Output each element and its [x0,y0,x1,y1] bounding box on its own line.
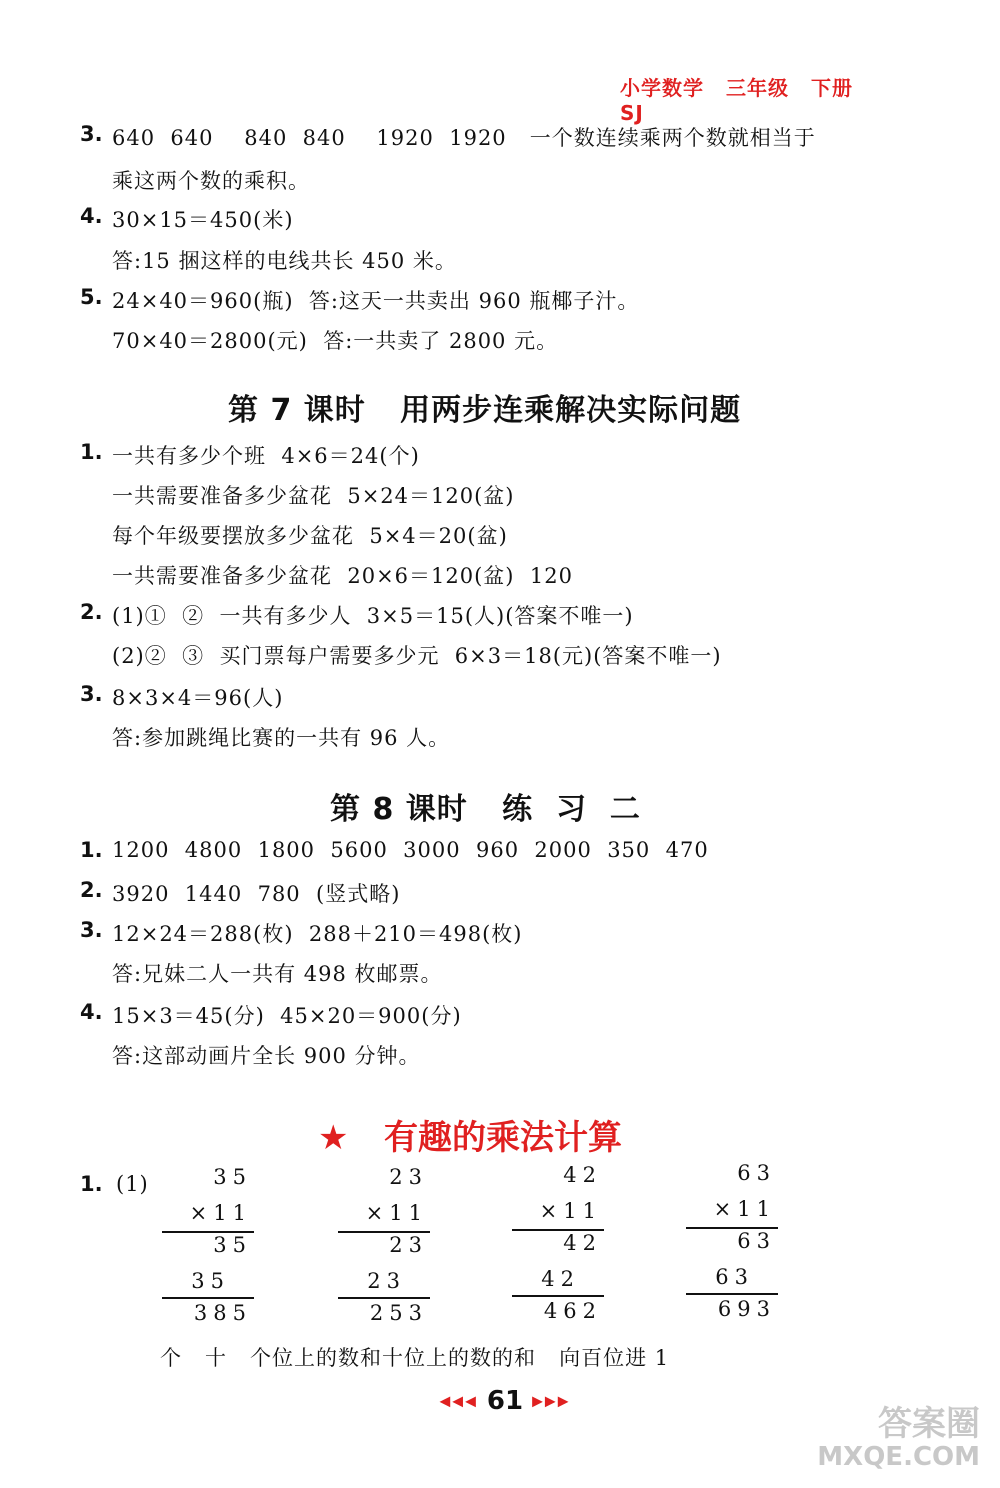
answer-line: 30×15＝450(米) [112,208,294,232]
page-footer [420,1386,590,1416]
left-arrows-icon: ◀◀◀ [439,1393,478,1410]
calc-multiplier: ×11 [365,1201,428,1225]
page-number: 61 [486,1386,524,1416]
calc-divider [686,1293,778,1295]
answer-line: 一共需要准备多少盆花 5×24＝120(盆) [112,484,515,508]
answer-line: 24×40＝960(瓶) 答:这天一共卖出 960 瓶椰子汁。 [112,289,640,313]
special-section-title [318,1110,622,1159]
watermark-logo: 答案圈 [878,1404,980,1445]
answer-line: 乘这两个数的乘积。 [112,169,310,193]
answer-line: 一共有多少个班 4×6＝24(个) [112,444,420,468]
calc-result: 385 [193,1301,252,1325]
calc-conclusion: 个 十 个位上的数和十位上的数的和 向百位进 1 [160,1346,670,1370]
answer-line: 8×3×4＝96(人) [112,686,284,710]
calc-multiplicand: 23 [389,1165,428,1189]
calc-multiplier: ×11 [189,1201,252,1225]
item-number: 4. [80,204,103,228]
item-number: 3. [80,682,103,706]
item-number: 3. [80,122,103,146]
item-number: 4. [80,1000,103,1024]
calc-multiplicand: 63 [737,1161,776,1185]
watermark-url: MXQE.COM [817,1442,980,1473]
vertical-calc-2 [298,1165,428,1335]
page-header [620,72,920,125]
calc-result: 253 [369,1301,428,1325]
section-7-title: 第 7 课时 用两步连乘解决实际问题 [228,393,742,428]
calc-divider [162,1297,254,1299]
header-subject: 小学数学 [620,76,704,100]
item-number: 1. [80,1172,103,1196]
answer-line: 70×40＝2800(元) 答:一共卖了 2800 元。 [112,329,559,353]
vertical-calc-3 [472,1163,602,1333]
answer-line: (2)② ③ 买门票每户需要多少元 6×3＝18(元)(答案不唯一) [112,644,722,668]
star-icon: ★ [318,1118,349,1158]
right-arrows-icon: ▶▶▶ [532,1393,571,1410]
answer-line: 每个年级要摆放多少盆花 5×4＝20(盆) [112,524,508,548]
calc-partial-1: 42 [563,1231,602,1255]
answer-line: 答:兄妹二人一共有 498 枚邮票。 [112,962,443,986]
calc-multiplicand: 42 [563,1163,602,1187]
calc-multiplier: ×11 [713,1197,776,1221]
item-number: 3. [80,918,103,942]
item-number: 1. [80,440,103,464]
vertical-calc-4 [646,1161,776,1331]
vertical-calc-1 [122,1165,252,1335]
calc-partial-1: 23 [389,1233,428,1257]
calc-partial-2: 42 [541,1267,580,1291]
header-volume: 下册 [811,76,853,100]
item-number: 2. [80,600,103,624]
calc-partial-1: 63 [737,1229,776,1253]
answer-line: (1)① ② 一共有多少人 3×5＝15(人)(答案不唯一) [112,604,634,628]
answer-line: 3920 1440 780 (竖式略) [112,882,401,906]
answer-line: 答:15 捆这样的电线共长 450 米。 [112,249,457,273]
calc-partial-2: 63 [715,1265,754,1289]
answer-line: 1200 4800 1800 5600 3000 960 2000 350 470 [112,838,709,862]
header-edition: SJ [620,101,644,125]
calc-divider [512,1295,604,1297]
item-number: 2. [80,878,103,902]
part-label: (1) [116,1172,149,1196]
calc-partial-1: 35 [213,1233,252,1257]
calc-partial-2: 35 [191,1269,230,1293]
answer-line: 答:参加跳绳比赛的一共有 96 人。 [112,726,451,750]
watermark [817,1406,980,1472]
calc-partial-2: 23 [367,1269,406,1293]
answer-line: 答:这部动画片全长 900 分钟。 [112,1044,421,1068]
calc-result: 462 [543,1299,602,1323]
item-number: 1. [80,838,103,862]
answer-line: 12×24＝288(枚) 288＋210＝498(枚) [112,922,523,946]
answer-line: 640 640 840 840 1920 1920 一个数连续乘两个数就相当于 [112,126,816,150]
section-8-title: 第 8 课时 练 习 二 [330,792,641,827]
calc-multiplicand: 35 [213,1165,252,1189]
answer-line: 一共需要准备多少盆花 20×6＝120(盆) 120 [112,564,573,588]
calc-result: 693 [717,1297,776,1321]
header-grade: 三年级 [726,76,789,100]
calc-divider [338,1297,430,1299]
item-number: 5. [80,285,103,309]
special-title-text: 有趣的乘法计算 [384,1118,622,1158]
calc-multiplier: ×11 [539,1199,602,1223]
answer-line: 15×3＝45(分) 45×20＝900(分) [112,1004,462,1028]
